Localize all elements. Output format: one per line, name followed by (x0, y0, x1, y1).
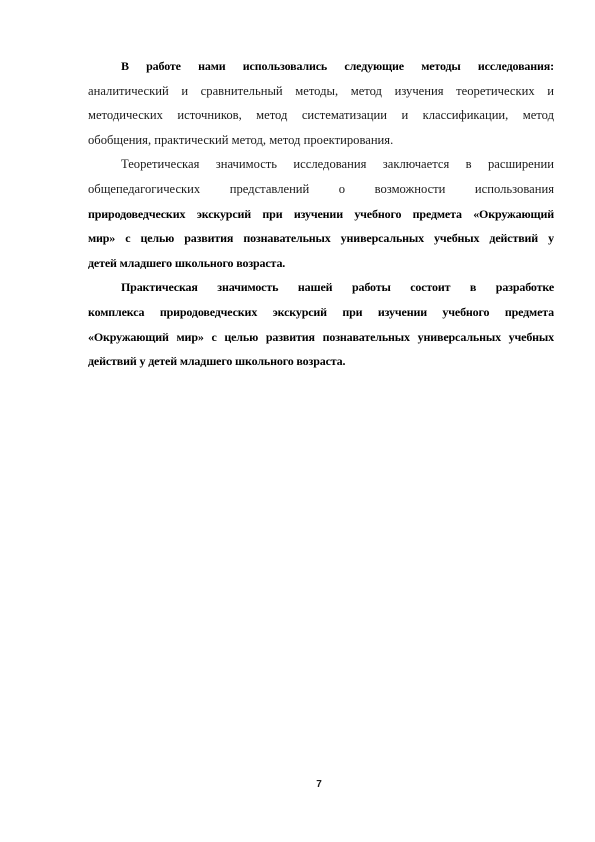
text-line: обобщения, практический метод, метод проектирования. (88, 132, 394, 147)
text-line: комплекса природоведческих экскурсий при изучении учебного предмета (88, 304, 554, 319)
paragraph-theoretical-significance (88, 152, 554, 275)
text-line: общепедагогических представлений о возможности использования (88, 181, 554, 196)
text-line: «Окружающий мир» с целью развития познавательных универсальных учебных (88, 329, 554, 344)
text-line: Практическая значимость нашей работы состоит в разработке (121, 280, 554, 295)
paragraph-methods (88, 54, 554, 152)
text-line: Теоретическая значимость исследования заключается в расширении (121, 157, 554, 172)
text-line: аналитический и сравнительный методы, метод изучения теоретических и (88, 83, 554, 98)
text-line: В работе нами использовались следующие методы исследования: (121, 59, 554, 73)
document-page (88, 54, 554, 374)
text-line: детей младшего школьного возраста. (88, 255, 286, 270)
text-line: природоведческих экскурсий при изучении учебного предмета «Окружающий (88, 206, 554, 221)
text-line: действий у детей младшего школьного возраста. (88, 354, 346, 369)
text-line: методических источников, метод систематизации и классификации, метод (88, 108, 554, 123)
page-number: 7 (316, 779, 322, 790)
text-line: мир» с целью развития познавательных универсальных учебных действий у (88, 231, 554, 246)
paragraph-practical-significance (88, 275, 554, 373)
